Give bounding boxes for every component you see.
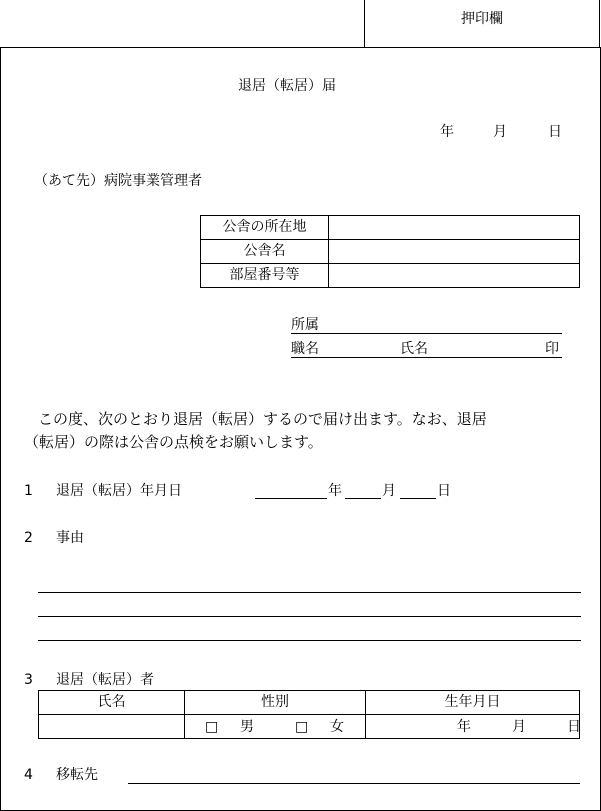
housing-table [200,215,580,288]
item3-label: 退居（転居）者 [56,672,154,688]
date-year-label: 年 [440,124,454,140]
body-text-line2: （転居）の際は公舎の点検をお願いします。 [24,433,323,451]
item1-label: 退居（転居）年月日 [56,483,182,499]
item1-month-field[interactable] [345,498,381,499]
item1-year-field[interactable] [255,498,327,499]
item1-day-field[interactable] [400,498,436,499]
item4-number: 4 [24,767,33,783]
birth-day-unit: 日 [567,719,581,735]
table-row [39,715,580,739]
reason-line-2[interactable] [38,616,581,617]
male-label: 男 [240,719,254,735]
male-checkbox[interactable]: □ [205,719,219,735]
housing-location-field[interactable] [329,216,580,240]
reason-line-3[interactable] [38,640,581,641]
birth-year-unit: 年 [457,719,471,735]
position-name-line[interactable] [291,357,562,358]
destination-field[interactable] [128,783,580,784]
housing-name-field[interactable] [329,240,580,264]
affiliation-line[interactable] [291,333,562,334]
date-month-label: 月 [493,124,507,140]
body-text-line1: この度、次のとおり退居（転居）するので届け出ます。なお、退居 [38,410,487,428]
item1-number: 1 [24,483,33,499]
resident-name-field[interactable] [39,715,185,739]
resident-table [38,690,580,739]
header-gender: 性別 [185,691,366,715]
item3-number: 3 [24,672,33,688]
item1-month-unit: 月 [382,483,396,499]
table-row [201,264,580,288]
female-checkbox[interactable]: □ [295,719,309,735]
female-label: 女 [330,719,344,735]
table-row [201,216,580,240]
stamp-box [364,0,600,48]
seal-label: 印 [545,341,559,357]
item2-label: 事由 [56,530,84,546]
housing-location-label: 公舎の所在地 [201,216,329,240]
position-label: 職名 [291,341,319,357]
name-label: 氏名 [400,341,428,357]
table-row [201,240,580,264]
date-day-label: 日 [548,124,562,140]
room-number-label: 部屋番号等 [201,264,329,288]
gender-cell [185,715,366,739]
birth-month-unit: 月 [512,719,526,735]
housing-name-label: 公舎名 [201,240,329,264]
stamp-label: 押印欄 [461,11,503,27]
item1-year-unit: 年 [328,483,342,499]
addressee: （あて先）病院事業管理者 [34,173,202,189]
item4-label: 移転先 [56,767,98,783]
item1-day-unit: 日 [437,483,451,499]
room-number-field[interactable] [329,264,580,288]
reason-line-1[interactable] [38,592,581,593]
item2-number: 2 [24,530,33,546]
birth-cell[interactable] [366,715,580,739]
affiliation-label: 所属 [291,317,319,333]
table-row [39,691,580,715]
form-title: 退居（転居）届 [238,78,336,94]
header-birth: 生年月日 [366,691,580,715]
header-name: 氏名 [39,691,185,715]
